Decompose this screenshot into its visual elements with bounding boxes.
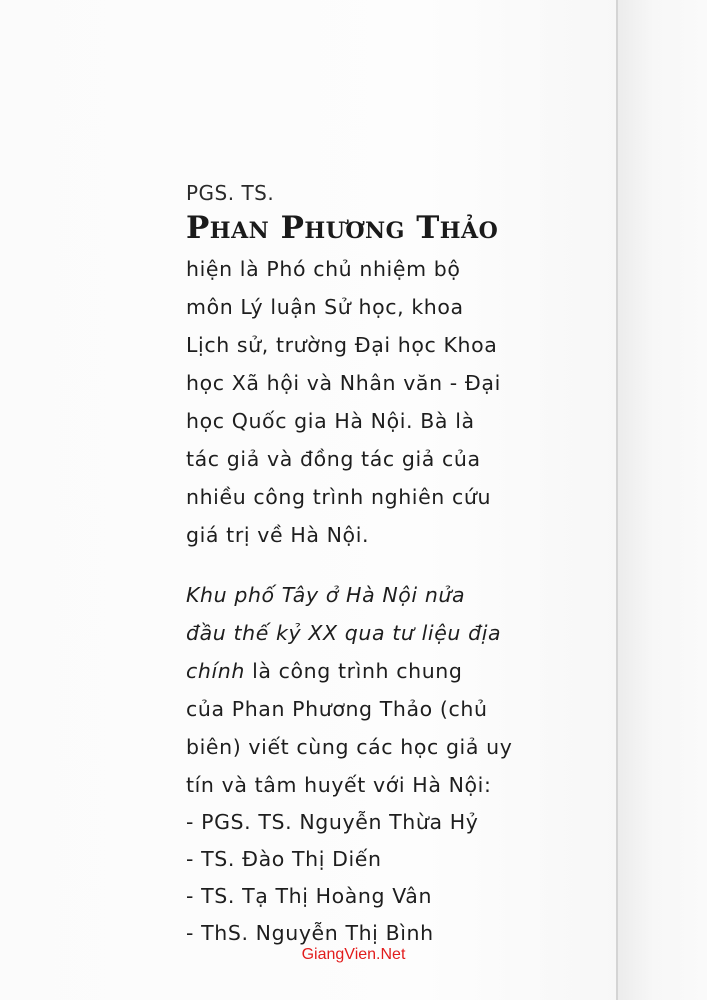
author-bio-block xyxy=(186,178,606,952)
author-bio xyxy=(186,250,606,554)
co-author-item: - TS. Tạ Thị Hoàng Vân xyxy=(186,884,433,908)
co-author-item: - PGS. TS. Nguyễn Thừa Hỷ xyxy=(186,810,479,834)
description-line: biên) viết cùng các học giả uy xyxy=(186,735,513,759)
description-line: tín và tâm huyết với Hà Nội: xyxy=(186,773,492,797)
bio-line: môn Lý luận Sử học, khoa xyxy=(186,295,464,319)
author-degree: PGS. TS. xyxy=(186,181,275,205)
co-author-item: - ThS. Nguyễn Thị Bình xyxy=(186,921,434,945)
book-title-line: Khu phố Tây ở Hà Nội nửa xyxy=(186,583,466,607)
co-author-list xyxy=(186,804,606,952)
co-author-item: - TS. Đào Thị Diến xyxy=(186,847,382,871)
bio-line: học Xã hội và Nhân văn - Đại xyxy=(186,371,501,395)
bio-line: Lịch sử, trường Đại học Khoa xyxy=(186,333,498,357)
bio-line: nhiều công trình nghiên cứu xyxy=(186,485,492,509)
description-line: của Phan Phương Thảo (chủ xyxy=(186,697,488,721)
book-description xyxy=(186,576,606,804)
author-name: Phan Phương Thảo xyxy=(186,210,499,246)
book-title-line: đầu thế kỷ XX qua tư liệu địa xyxy=(186,621,502,645)
book-title-line-mixed xyxy=(186,652,606,690)
bio-line: tác giả và đồng tác giả của xyxy=(186,447,481,471)
description-text: là công trình chung xyxy=(244,659,463,683)
bio-line: học Quốc gia Hà Nội. Bà là xyxy=(186,409,475,433)
book-title-end: chính xyxy=(186,659,245,683)
spine-shade xyxy=(618,0,707,1000)
bio-line: hiện là Phó chủ nhiệm bộ xyxy=(186,257,461,281)
bio-line: giá trị về Hà Nội. xyxy=(186,523,370,547)
watermark: GiangVien.Net xyxy=(301,946,406,963)
